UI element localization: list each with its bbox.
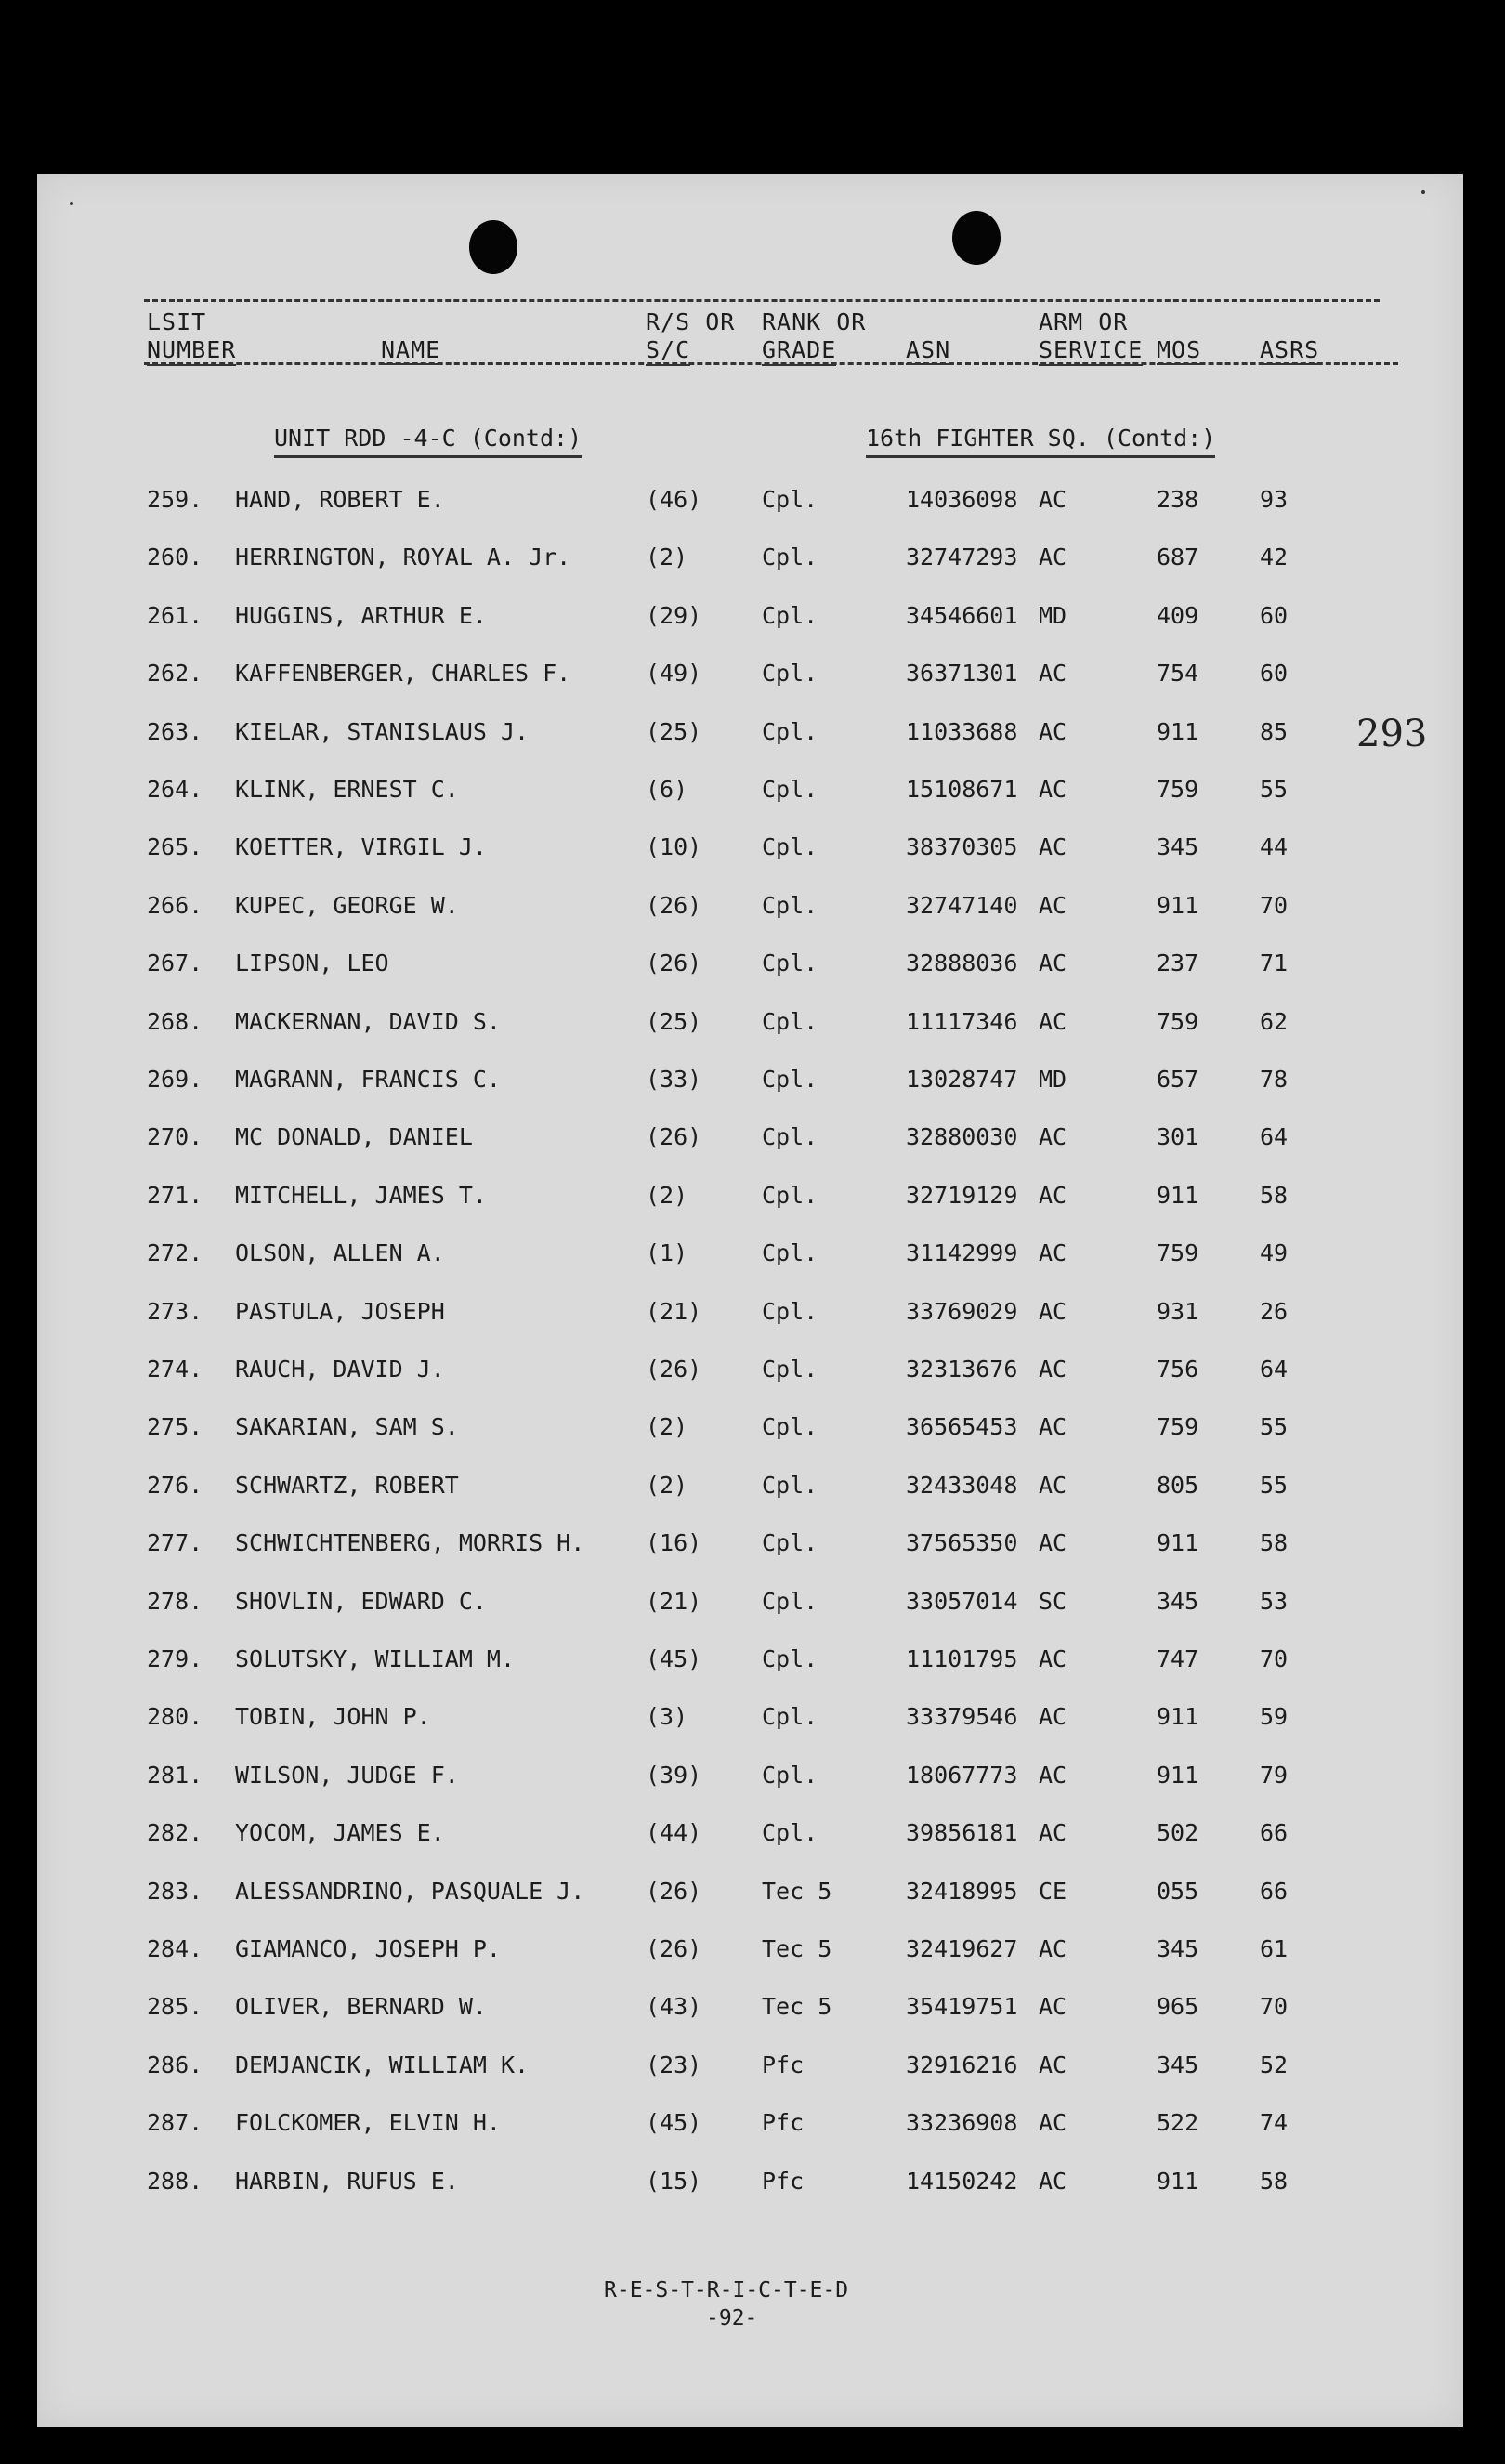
- mos: 301: [1157, 1123, 1199, 1151]
- header-rule-bottom: [144, 362, 1398, 365]
- asn: 11101795: [906, 1645, 1018, 1672]
- mos: 911: [1157, 2167, 1199, 2195]
- rank-grade: Cpl.: [762, 1239, 818, 1267]
- asn: 13028747: [906, 1066, 1018, 1093]
- table-row: [37, 1413, 1463, 1450]
- table-row: [37, 486, 1463, 523]
- mos: 911: [1157, 1181, 1199, 1209]
- rs-sc: (26): [646, 891, 702, 919]
- header-rs-sc: R/S OR S/C: [646, 308, 735, 366]
- mos: 756: [1157, 1356, 1199, 1383]
- rs-sc: (6): [646, 776, 688, 803]
- asrs: 64: [1260, 1123, 1289, 1151]
- asn: 14150242: [906, 2167, 1018, 2195]
- rank-grade: Cpl.: [762, 1645, 818, 1672]
- table-row: [37, 1472, 1463, 1509]
- list-number: 268.: [147, 1007, 203, 1035]
- asrs: 26: [1260, 1297, 1289, 1325]
- mos: 911: [1157, 1761, 1199, 1789]
- list-number: 274.: [147, 1356, 203, 1383]
- asn: 32888036: [906, 950, 1018, 977]
- list-number: 287.: [147, 2109, 203, 2137]
- header-mos: MOS: [1157, 336, 1202, 363]
- arm-service: AC: [1039, 950, 1067, 977]
- rs-sc: (25): [646, 1007, 702, 1035]
- mos: 754: [1157, 660, 1199, 688]
- mos: 657: [1157, 1066, 1199, 1093]
- asrs: 61: [1260, 1935, 1289, 1962]
- soldier-name: OLIVER, BERNARD W.: [235, 1993, 487, 2021]
- page-number: -92-: [706, 2306, 758, 2330]
- asn: 37565350: [906, 1529, 1018, 1557]
- speck: [1421, 190, 1425, 194]
- header-asrs: ASRS: [1260, 336, 1320, 363]
- asn: 38370305: [906, 833, 1018, 861]
- table-row: [37, 892, 1463, 929]
- table-row: [37, 1878, 1463, 1915]
- arm-service: AC: [1039, 1471, 1067, 1499]
- rs-sc: (21): [646, 1297, 702, 1325]
- rs-sc: (29): [646, 601, 702, 629]
- rs-sc: (43): [646, 1993, 702, 2021]
- mos: 237: [1157, 950, 1199, 977]
- mos: 911: [1157, 1529, 1199, 1557]
- table-row: [37, 1298, 1463, 1335]
- list-number: 281.: [147, 1761, 203, 1789]
- list-number: 264.: [147, 776, 203, 803]
- asrs: 79: [1260, 1761, 1289, 1789]
- mos: 805: [1157, 1471, 1199, 1499]
- soldier-name: OLSON, ALLEN A.: [235, 1239, 445, 1267]
- list-number: 273.: [147, 1297, 203, 1325]
- rs-sc: (45): [646, 1645, 702, 1672]
- asrs: 62: [1260, 1007, 1289, 1035]
- list-number: 270.: [147, 1123, 203, 1151]
- arm-service: AC: [1039, 1123, 1067, 1151]
- arm-service: AC: [1039, 1993, 1067, 2021]
- asn: 15108671: [906, 776, 1018, 803]
- table-row: [37, 833, 1463, 871]
- punch-hole-right: [952, 211, 1001, 265]
- rs-sc: (26): [646, 1935, 702, 1962]
- rs-sc: (26): [646, 1123, 702, 1151]
- list-number: 284.: [147, 1935, 203, 1962]
- table-row: [37, 602, 1463, 639]
- soldier-name: KAFFENBERGER, CHARLES F.: [235, 660, 571, 688]
- header-arm-service: ARM OR SERVICE: [1039, 308, 1143, 366]
- arm-service: AC: [1039, 544, 1067, 571]
- asrs: 42: [1260, 544, 1289, 571]
- rs-sc: (3): [646, 1703, 688, 1731]
- rank-grade: Cpl.: [762, 1413, 818, 1441]
- mos: 502: [1157, 1819, 1199, 1847]
- list-number: 263.: [147, 717, 203, 745]
- asrs: 49: [1260, 1239, 1289, 1267]
- arm-service: AC: [1039, 660, 1067, 688]
- asrs: 66: [1260, 1819, 1289, 1847]
- list-number: 262.: [147, 660, 203, 688]
- arm-service: AC: [1039, 1761, 1067, 1789]
- soldier-name: LIPSON, LEO: [235, 950, 389, 977]
- soldier-name: SHOVLIN, EDWARD C.: [235, 1587, 487, 1615]
- table-row: [37, 2168, 1463, 2205]
- arm-service: AC: [1039, 1356, 1067, 1383]
- rank-grade: Cpl.: [762, 544, 818, 571]
- rank-grade: Cpl.: [762, 1703, 818, 1731]
- soldier-name: FOLCKOMER, ELVIN H.: [235, 2109, 501, 2137]
- table-row: [37, 1182, 1463, 1219]
- table-row: [37, 1066, 1463, 1103]
- table-row: [37, 1123, 1463, 1160]
- table-row: [37, 1703, 1463, 1740]
- rs-sc: (23): [646, 2051, 702, 2078]
- soldier-name: YOCOM, JAMES E.: [235, 1819, 445, 1847]
- arm-service: AC: [1039, 1645, 1067, 1672]
- speck: [70, 202, 73, 205]
- restricted-marking: R-E-S-T-R-I-C-T-E-D: [604, 2278, 849, 2302]
- rank-grade: Cpl.: [762, 601, 818, 629]
- asrs: 52: [1260, 2051, 1289, 2078]
- asn: 33236908: [906, 2109, 1018, 2137]
- arm-service: AC: [1039, 891, 1067, 919]
- rank-grade: Cpl.: [762, 1587, 818, 1615]
- rank-grade: Pfc: [762, 2167, 805, 2195]
- rs-sc: (2): [646, 544, 688, 571]
- mos: 759: [1157, 776, 1199, 803]
- asrs: 60: [1260, 601, 1289, 629]
- arm-service: AC: [1039, 1181, 1067, 1209]
- list-number: 260.: [147, 544, 203, 571]
- asrs: 78: [1260, 1066, 1289, 1093]
- asn: 35419751: [906, 1993, 1018, 2021]
- rs-sc: (2): [646, 1471, 688, 1499]
- mos: 911: [1157, 891, 1199, 919]
- table-row: [37, 660, 1463, 697]
- mos: 759: [1157, 1007, 1199, 1035]
- soldier-name: GIAMANCO, JOSEPH P.: [235, 1935, 501, 1962]
- rank-grade: Cpl.: [762, 1181, 818, 1209]
- arm-service: MD: [1039, 1066, 1067, 1093]
- soldier-name: SOLUTSKY, WILLIAM M.: [235, 1645, 516, 1672]
- mos: 759: [1157, 1239, 1199, 1267]
- asrs: 55: [1260, 776, 1289, 803]
- list-number: 265.: [147, 833, 203, 861]
- list-number: 267.: [147, 950, 203, 977]
- asrs: 44: [1260, 833, 1289, 861]
- table-row: [37, 2051, 1463, 2089]
- list-number: 275.: [147, 1413, 203, 1441]
- arm-service: AC: [1039, 1935, 1067, 1962]
- soldier-name: KIELAR, STANISLAUS J.: [235, 717, 530, 745]
- margin-page-number: 293: [1356, 713, 1428, 755]
- rank-grade: Cpl.: [762, 1297, 818, 1325]
- arm-service: AC: [1039, 776, 1067, 803]
- asrs: 70: [1260, 1993, 1289, 2021]
- arm-service: AC: [1039, 2167, 1067, 2195]
- table-row: [37, 950, 1463, 987]
- asrs: 53: [1260, 1587, 1289, 1615]
- rs-sc: (21): [646, 1587, 702, 1615]
- soldier-name: WILSON, JUDGE F.: [235, 1761, 459, 1789]
- mos: 345: [1157, 833, 1199, 861]
- rank-grade: Tec 5: [762, 1877, 832, 1905]
- soldier-name: KOETTER, VIRGIL J.: [235, 833, 487, 861]
- rank-grade: Pfc: [762, 2109, 805, 2137]
- document-page: [37, 174, 1463, 2427]
- header-asn: ASN: [906, 336, 951, 363]
- rank-grade: Cpl.: [762, 1356, 818, 1383]
- list-number: 285.: [147, 1993, 203, 2021]
- asn: 33769029: [906, 1297, 1018, 1325]
- table-row: [37, 1762, 1463, 1799]
- table-row: [37, 1645, 1463, 1683]
- rs-sc: (45): [646, 2109, 702, 2137]
- soldier-name: HARBIN, RUFUS E.: [235, 2167, 459, 2195]
- list-number: 271.: [147, 1181, 203, 1209]
- soldier-name: HUGGINS, ARTHUR E.: [235, 601, 487, 629]
- mos: 409: [1157, 601, 1199, 629]
- soldier-name: SAKARIAN, SAM S.: [235, 1413, 459, 1441]
- soldier-name: SCHWICHTENBERG, MORRIS H.: [235, 1529, 585, 1557]
- asn: 32747140: [906, 891, 1018, 919]
- mos: 759: [1157, 1413, 1199, 1441]
- rank-grade: Cpl.: [762, 1066, 818, 1093]
- asn: 18067773: [906, 1761, 1018, 1789]
- asn: 11033688: [906, 717, 1018, 745]
- table-row: [37, 1588, 1463, 1625]
- asn: 32313676: [906, 1356, 1018, 1383]
- rs-sc: (33): [646, 1066, 702, 1093]
- header-list-number: LSIT NUMBER: [147, 308, 236, 366]
- list-number: 276.: [147, 1471, 203, 1499]
- table-row: [37, 1819, 1463, 1856]
- asrs: 55: [1260, 1471, 1289, 1499]
- list-number: 280.: [147, 1703, 203, 1731]
- punch-hole-left: [469, 220, 517, 274]
- asn: 32916216: [906, 2051, 1018, 2078]
- list-number: 278.: [147, 1587, 203, 1615]
- rank-grade: Cpl.: [762, 1819, 818, 1847]
- soldier-name: HERRINGTON, ROYAL A. Jr.: [235, 544, 571, 571]
- mos: 345: [1157, 1935, 1199, 1962]
- asn: 39856181: [906, 1819, 1018, 1847]
- soldier-name: DEMJANCIK, WILLIAM K.: [235, 2051, 530, 2078]
- list-number: 272.: [147, 1239, 203, 1267]
- rank-grade: Cpl.: [762, 1761, 818, 1789]
- asn: 36371301: [906, 660, 1018, 688]
- rs-sc: (1): [646, 1239, 688, 1267]
- rank-grade: Cpl.: [762, 486, 818, 513]
- asn: 11117346: [906, 1007, 1018, 1035]
- asrs: 93: [1260, 486, 1289, 513]
- header-rank-grade: RANK OR GRADE: [762, 308, 866, 366]
- rank-grade: Tec 5: [762, 1993, 832, 2021]
- header-rule-top: [144, 299, 1380, 302]
- table-row: [37, 776, 1463, 813]
- section-heading-unit: UNIT RDD -4-C (Contd:): [274, 425, 582, 458]
- arm-service: AC: [1039, 717, 1067, 745]
- rank-grade: Cpl.: [762, 950, 818, 977]
- rank-grade: Cpl.: [762, 776, 818, 803]
- list-number: 261.: [147, 601, 203, 629]
- rank-grade: Cpl.: [762, 1007, 818, 1035]
- asn: 32719129: [906, 1181, 1018, 1209]
- soldier-name: TOBIN, JOHN P.: [235, 1703, 431, 1731]
- rs-sc: (26): [646, 1877, 702, 1905]
- rs-sc: (39): [646, 1761, 702, 1789]
- list-number: 266.: [147, 891, 203, 919]
- mos: 345: [1157, 1587, 1199, 1615]
- asn: 31142999: [906, 1239, 1018, 1267]
- mos: 911: [1157, 717, 1199, 745]
- soldier-name: PASTULA, JOSEPH: [235, 1297, 445, 1325]
- rs-sc: (44): [646, 1819, 702, 1847]
- arm-service: AC: [1039, 833, 1067, 861]
- mos: 931: [1157, 1297, 1199, 1325]
- rs-sc: (26): [646, 950, 702, 977]
- mos: 345: [1157, 2051, 1199, 2078]
- arm-service: AC: [1039, 1703, 1067, 1731]
- arm-service: MD: [1039, 601, 1067, 629]
- table-row: [37, 1008, 1463, 1045]
- soldier-name: MAGRANN, FRANCIS C.: [235, 1066, 501, 1093]
- list-number: 277.: [147, 1529, 203, 1557]
- arm-service: AC: [1039, 1007, 1067, 1035]
- asn: 34546601: [906, 601, 1018, 629]
- soldier-name: MITCHELL, JAMES T.: [235, 1181, 487, 1209]
- arm-service: AC: [1039, 486, 1067, 513]
- soldier-name: RAUCH, DAVID J.: [235, 1356, 445, 1383]
- rank-grade: Cpl.: [762, 660, 818, 688]
- rs-sc: (16): [646, 1529, 702, 1557]
- asrs: 70: [1260, 1645, 1289, 1672]
- list-number: 288.: [147, 2167, 203, 2195]
- list-number: 286.: [147, 2051, 203, 2078]
- rs-sc: (2): [646, 1413, 688, 1441]
- soldier-name: KLINK, ERNEST C.: [235, 776, 459, 803]
- asrs: 64: [1260, 1356, 1289, 1383]
- mos: 522: [1157, 2109, 1199, 2137]
- soldier-name: KUPEC, GEORGE W.: [235, 891, 459, 919]
- rank-grade: Cpl.: [762, 1471, 818, 1499]
- rank-grade: Cpl.: [762, 717, 818, 745]
- asn: 32419627: [906, 1935, 1018, 1962]
- rs-sc: (2): [646, 1181, 688, 1209]
- list-number: 269.: [147, 1066, 203, 1093]
- list-number: 282.: [147, 1819, 203, 1847]
- table-row: [37, 1935, 1463, 1973]
- mos: 965: [1157, 1993, 1199, 2021]
- arm-service: CE: [1039, 1877, 1067, 1905]
- list-number: 279.: [147, 1645, 203, 1672]
- arm-service: SC: [1039, 1587, 1067, 1615]
- rs-sc: (15): [646, 2167, 702, 2195]
- table-row: [37, 1239, 1463, 1277]
- asn: 32747293: [906, 544, 1018, 571]
- soldier-name: MC DONALD, DANIEL: [235, 1123, 473, 1151]
- arm-service: AC: [1039, 2051, 1067, 2078]
- list-number: 283.: [147, 1877, 203, 1905]
- mos: 055: [1157, 1877, 1199, 1905]
- rs-sc: (46): [646, 486, 702, 513]
- rank-grade: Cpl.: [762, 1123, 818, 1151]
- asn: 36565453: [906, 1413, 1018, 1441]
- rank-grade: Tec 5: [762, 1935, 832, 1962]
- soldier-name: HAND, ROBERT E.: [235, 486, 445, 513]
- rank-grade: Cpl.: [762, 1529, 818, 1557]
- table-row: [37, 1529, 1463, 1566]
- asrs: 70: [1260, 891, 1289, 919]
- list-number: 259.: [147, 486, 203, 513]
- rs-sc: (26): [646, 1356, 702, 1383]
- arm-service: AC: [1039, 2109, 1067, 2137]
- asrs: 55: [1260, 1413, 1289, 1441]
- asrs: 59: [1260, 1703, 1289, 1731]
- mos: 238: [1157, 486, 1199, 513]
- asrs: 66: [1260, 1877, 1289, 1905]
- mos: 687: [1157, 544, 1199, 571]
- table-row: [37, 1356, 1463, 1393]
- soldier-name: MACKERNAN, DAVID S.: [235, 1007, 501, 1035]
- asn: 33057014: [906, 1587, 1018, 1615]
- arm-service: AC: [1039, 1297, 1067, 1325]
- asn: 32433048: [906, 1471, 1018, 1499]
- asrs: 58: [1260, 1529, 1289, 1557]
- rank-grade: Pfc: [762, 2051, 805, 2078]
- asrs: 85: [1260, 717, 1289, 745]
- asn: 14036098: [906, 486, 1018, 513]
- asrs: 58: [1260, 2167, 1289, 2195]
- arm-service: AC: [1039, 1819, 1067, 1847]
- asrs: 71: [1260, 950, 1289, 977]
- table-row: [37, 2109, 1463, 2146]
- table-row: [37, 1993, 1463, 2030]
- asrs: 58: [1260, 1181, 1289, 1209]
- asn: 32418995: [906, 1877, 1018, 1905]
- mos: 747: [1157, 1645, 1199, 1672]
- arm-service: AC: [1039, 1529, 1067, 1557]
- rank-grade: Cpl.: [762, 891, 818, 919]
- rs-sc: (25): [646, 717, 702, 745]
- mos: 911: [1157, 1703, 1199, 1731]
- asn: 33379546: [906, 1703, 1018, 1731]
- rs-sc: (10): [646, 833, 702, 861]
- rs-sc: (49): [646, 660, 702, 688]
- section-heading-squadron: 16th FIGHTER SQ. (Contd:): [866, 425, 1215, 458]
- rank-grade: Cpl.: [762, 833, 818, 861]
- table-row: [37, 544, 1463, 581]
- asn: 32880030: [906, 1123, 1018, 1151]
- soldier-name: ALESSANDRINO, PASQUALE J.: [235, 1877, 585, 1905]
- header-name: NAME: [381, 336, 441, 363]
- asrs: 60: [1260, 660, 1289, 688]
- arm-service: AC: [1039, 1413, 1067, 1441]
- table-row: [37, 718, 1463, 755]
- soldier-name: SCHWARTZ, ROBERT: [235, 1471, 459, 1499]
- asrs: 74: [1260, 2109, 1289, 2137]
- arm-service: AC: [1039, 1239, 1067, 1267]
